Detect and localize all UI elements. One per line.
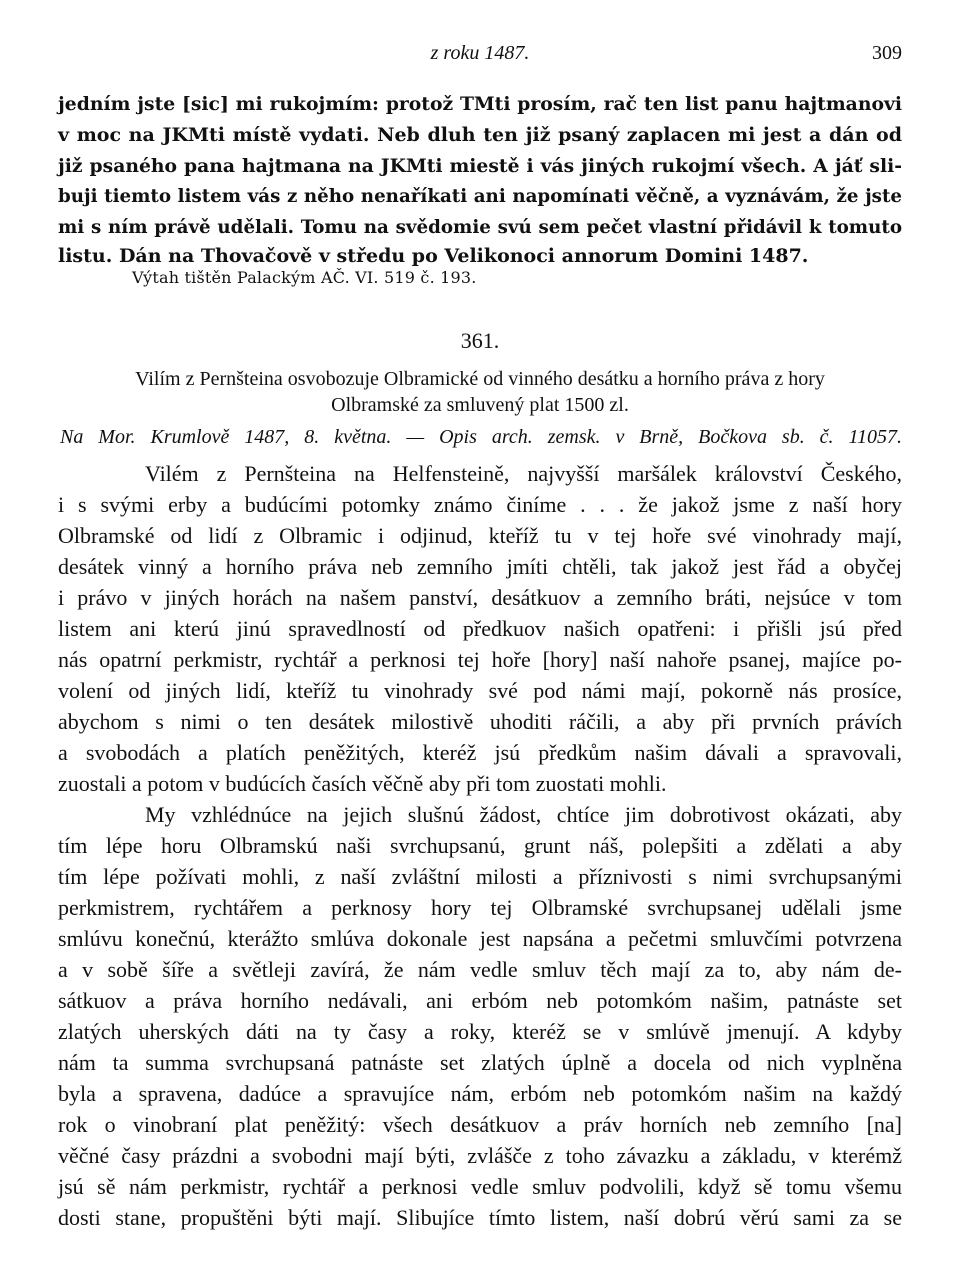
text-line: abychom s nimi o ten desátek milostivě uhoditi ráčili, a aby při prvních právích (58, 709, 902, 734)
running-head: z roku 1487. (430, 42, 530, 64)
text-line: dosti stane, propuštěni býti mají. Slibujíce tímto listem, naší dobrú věrú sami za se (58, 1205, 902, 1230)
text-line: Vilém z Pernšteina na Helfensteině, najvyšší maršálek království Českého, (145, 461, 902, 486)
text-line: My vzhlédnúce na jejich slušnú žádost, chtíce jim dobrotivost okázati, aby (145, 802, 902, 827)
text-line: desátek vinný a horního práva neb zemního jmíti chtěli, tak jakož jest řád a obyčej (58, 554, 902, 579)
text-line: a v sobě šíře a světleji zavírá, že nám vedle smluv těch mají za to, aby nám de- (58, 957, 902, 982)
text-line: sátkuov a práva horního nedávali, ani erbóm neb potomkóm našim, patnáste set (58, 988, 902, 1013)
page-number: 309 (872, 42, 902, 64)
text-line: zlatých uherských dáti na ty časy a roky, kteréž se v smlúvě jmenují. A kdyby (58, 1019, 902, 1044)
page-header (58, 42, 902, 68)
text-line: i s svými erby a budúcími potomky známo činíme . . . že jakož jsme z naší hory (58, 492, 902, 517)
text-line: jedním jste [sic] mi rukojmím: protož TMti prosím, rač ten list panu hajtmanovi (58, 93, 902, 115)
text-line: jsú sě nám perkmistr, rychtář a perknosi vedle smluv podvolili, když sě tomu všemu (58, 1174, 902, 1199)
text-line: listu. Dán na Thovačově v středu po Velikonoci annorum Domini 1487. (58, 245, 809, 267)
text-line: i právo v jiných horách na našem panství, desátkuov a zemního bráti, nejsúce v tom (58, 585, 902, 610)
text-line: tím lépe požívati mohli, z naší zvláštní milosti a příznivosti s nimi svrchupsanými (58, 864, 902, 889)
text-line: smlúvu konečnú, kterážto smlúva dokonale jest napsána a pečetmi smluvčími potvrzena (58, 926, 902, 951)
text-line: již psaného pana hajtmana na JKMti miestě i vás jiných rukojmí všech. A jáť sli- (58, 155, 902, 177)
text-line: věčné časy prázdni a svobodni mají býti, zvlášče z toho závazku a základu, v kterémž (58, 1143, 902, 1168)
text-line: v moc na JKMti místě vydati. Neb dluh ten již psaný zaplacen mi jest a dán od (58, 124, 902, 146)
document-number: 361. (460, 328, 500, 353)
text-line: rok o vinobraní plat peněžitý: všech desátkuov a práv horních neb zemního [na] (58, 1112, 902, 1137)
regest-line: Vilím z Pernšteina osvobozuje Olbramické od vinného desátku a horního práva z hory (135, 368, 825, 390)
text-line: volení od jiných lidí, kteříž tu vinohrady své pod námi mají, pokorně nás prosíce, (58, 678, 902, 703)
text-line: mi s ním právě udělali. Tomu na svědomie svú sem pečet vlastní přidávil k tomuto (58, 217, 902, 238)
text-line: Olbramské od lidí z Olbramic i odjinud, kteříž tu v tej hoře své vinohrady mají, (58, 523, 902, 548)
text-line: buji tiemto listem vás z něho nenaříkati ani napomínati věčně, a vyznávám, že jste (58, 186, 902, 207)
text-line: perkmistrem, rychtářem a perknosy hory tej Olbramské svrchupsanej udělali jsme (58, 895, 902, 920)
text-line: nás opatrní perkmistr, rychtář a perknosi tej hoře [hory] naší nahoře psanej, majíce po- (58, 647, 902, 672)
text-line: zuostali a potom v budúcích časích věčně aby při tom zuostati mohli. (58, 771, 667, 796)
text-line: a svobodách a platích peněžitých, kteréž jsú předkům našim dávali a spravovali, (58, 740, 902, 765)
source-citation: Na Mor. Krumlově 1487, 8. května. — Opis arch. zemsk. v Brně, Bočkova sb. č. 11057. (60, 426, 902, 448)
text-line: byla a spravena, dadúce a spravujíce nám, erbóm neb potomkóm našim na každý (58, 1081, 902, 1106)
text-line: listem ani kterú jinú spravedlností od předkuov našich opatřeni: i přišli jsú před (58, 616, 902, 641)
text-line: nám ta summa svrchupsaná patnáste set zlatých úplně a docela od nich vyplněna (58, 1050, 902, 1075)
text-line: tím lépe horu Olbramskú naši svrchupsanú, grunt náš, polepšiti a zdělati a aby (58, 833, 902, 858)
edition-note: Výtah tištěn Palackým AČ. VI. 519 č. 193. (132, 268, 477, 287)
regest-line: Olbramské za smluvený plat 1500 zl. (331, 394, 629, 416)
